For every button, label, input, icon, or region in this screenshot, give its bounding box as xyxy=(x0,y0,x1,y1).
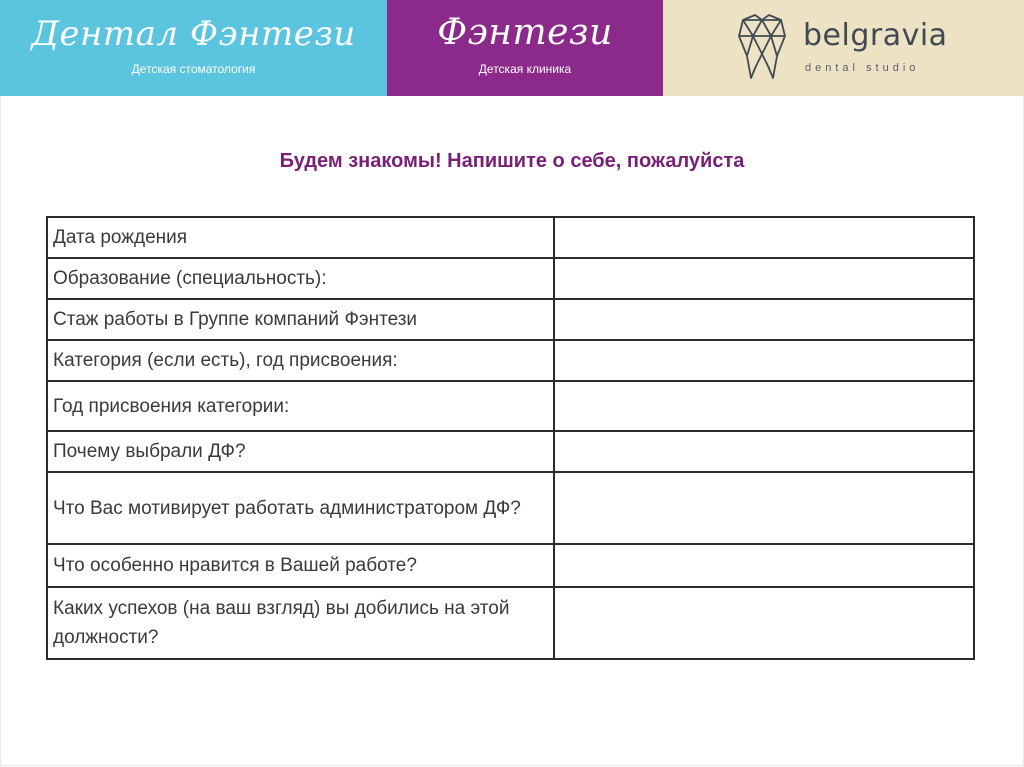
question-label: Каких успехов (на ваш взгляд) вы добились на этой должности? xyxy=(47,587,554,659)
fantasy-clinic-subtitle: Детская клиника xyxy=(478,62,572,76)
table-row xyxy=(47,587,974,659)
answer-cell[interactable] xyxy=(554,340,974,381)
answer-cell[interactable] xyxy=(554,217,974,258)
table-row xyxy=(47,217,974,258)
belgravia-logo: belgravia xyxy=(803,18,948,53)
answer-cell[interactable] xyxy=(554,472,974,544)
question-label: Год присвоения категории: xyxy=(47,381,554,431)
answer-cell[interactable] xyxy=(554,544,974,587)
table-row xyxy=(47,381,974,431)
table-row xyxy=(47,340,974,381)
table-row xyxy=(47,472,974,544)
question-label: Стаж работы в Группе компаний Фэнтези xyxy=(47,299,554,340)
question-label: Почему выбрали ДФ? xyxy=(47,431,554,472)
question-label: Дата рождения xyxy=(47,217,554,258)
brand-header xyxy=(0,0,1024,96)
answer-cell[interactable] xyxy=(554,587,974,659)
page-title: Будем знакомы! Напишите о себе, пожалуйста xyxy=(279,150,745,172)
belgravia-subtitle: dental studio xyxy=(805,62,920,74)
questionnaire-table xyxy=(46,216,975,660)
table-row xyxy=(47,544,974,587)
answer-cell[interactable] xyxy=(554,431,974,472)
tooth-icon xyxy=(735,12,789,82)
table-row xyxy=(47,431,974,472)
question-label: Что особенно нравится в Вашей работе? xyxy=(47,544,554,587)
belgravia-brand xyxy=(663,0,1024,96)
answer-cell[interactable] xyxy=(554,381,974,431)
question-label: Категория (если есть), год присвоения: xyxy=(47,340,554,381)
dental-fantasy-logo: Дентал Фэнтези xyxy=(31,14,356,54)
dental-fantasy-subtitle: Детская стоматология xyxy=(131,62,256,76)
fantasy-clinic-brand xyxy=(387,0,663,96)
table-row xyxy=(47,258,974,299)
answer-cell[interactable] xyxy=(554,258,974,299)
answer-cell[interactable] xyxy=(554,299,974,340)
question-label: Образование (специальность): xyxy=(47,258,554,299)
question-label: Что Вас мотивирует работать администратором ДФ? xyxy=(47,472,554,544)
table-row xyxy=(47,299,974,340)
dental-fantasy-brand xyxy=(0,0,387,96)
fantasy-clinic-logo: Фэнтези xyxy=(437,12,613,53)
